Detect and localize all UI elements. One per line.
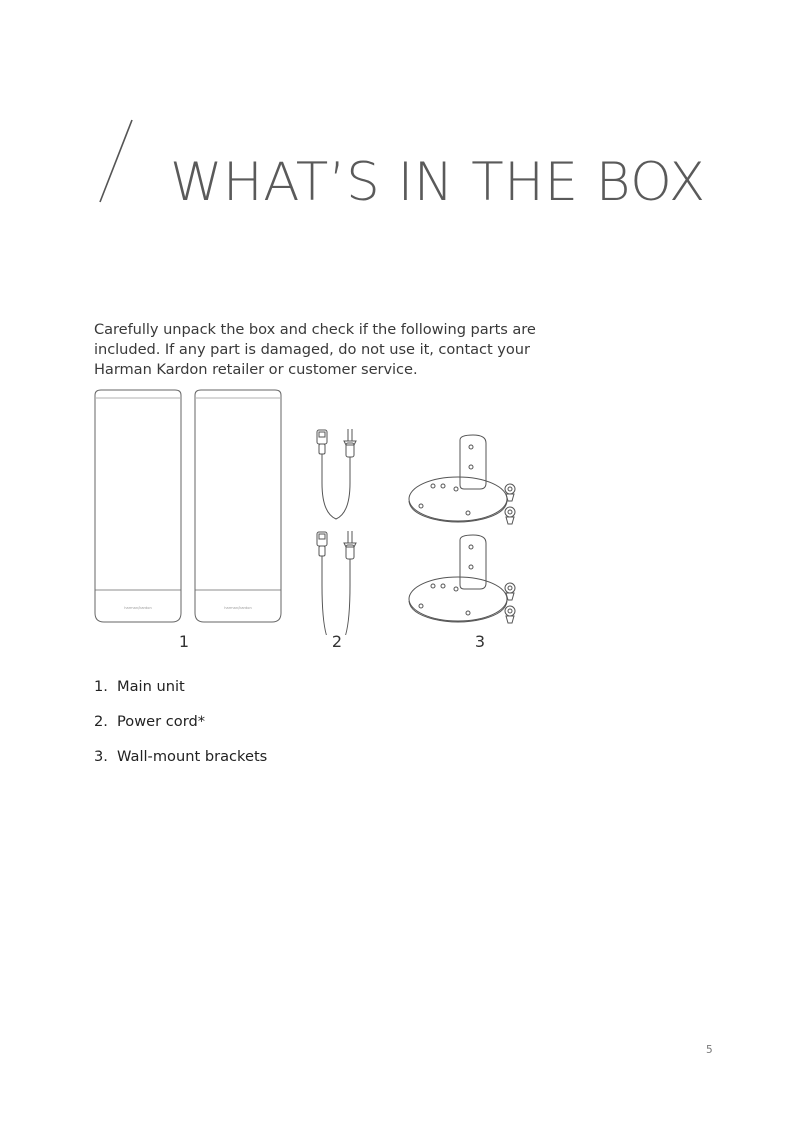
speaker-illustration [95,390,181,622]
title-slash-decoration [96,118,136,204]
list-item-label: Main unit [117,678,185,695]
speaker-logo: harman/kardon [124,606,152,610]
power-cord-illustration [317,429,356,635]
list-item [94,678,267,713]
list-item-number: 2. [94,713,108,730]
list-item [94,748,267,783]
list-item-label: Power cord* [117,713,206,730]
wall-mount-bracket-illustration [409,435,515,623]
intro-paragraph [94,320,536,381]
intro-line: Harman Kardon retailer or customer service. [94,361,418,379]
figure-label-1: 1 [178,632,190,651]
list-item-label: Wall-mount brackets [117,748,268,765]
list-item [94,713,267,748]
speaker-logo: harman/kardon [224,606,252,610]
page-number: 5 [706,1044,713,1056]
intro-line: included. If any part is damaged, do not use it, contact your [94,341,530,359]
figure-label-3: 3 [474,632,486,651]
box-contents-illustration [88,385,528,635]
page-title: WHAT’S IN THE BOX [170,152,706,213]
list-item-number: 1. [94,678,108,695]
speaker-illustration [195,390,281,622]
parts-list [94,678,267,783]
list-item-number: 3. [94,748,108,765]
figure-label-2: 2 [331,632,343,651]
intro-line: Carefully unpack the box and check if the following parts are [94,321,536,338]
